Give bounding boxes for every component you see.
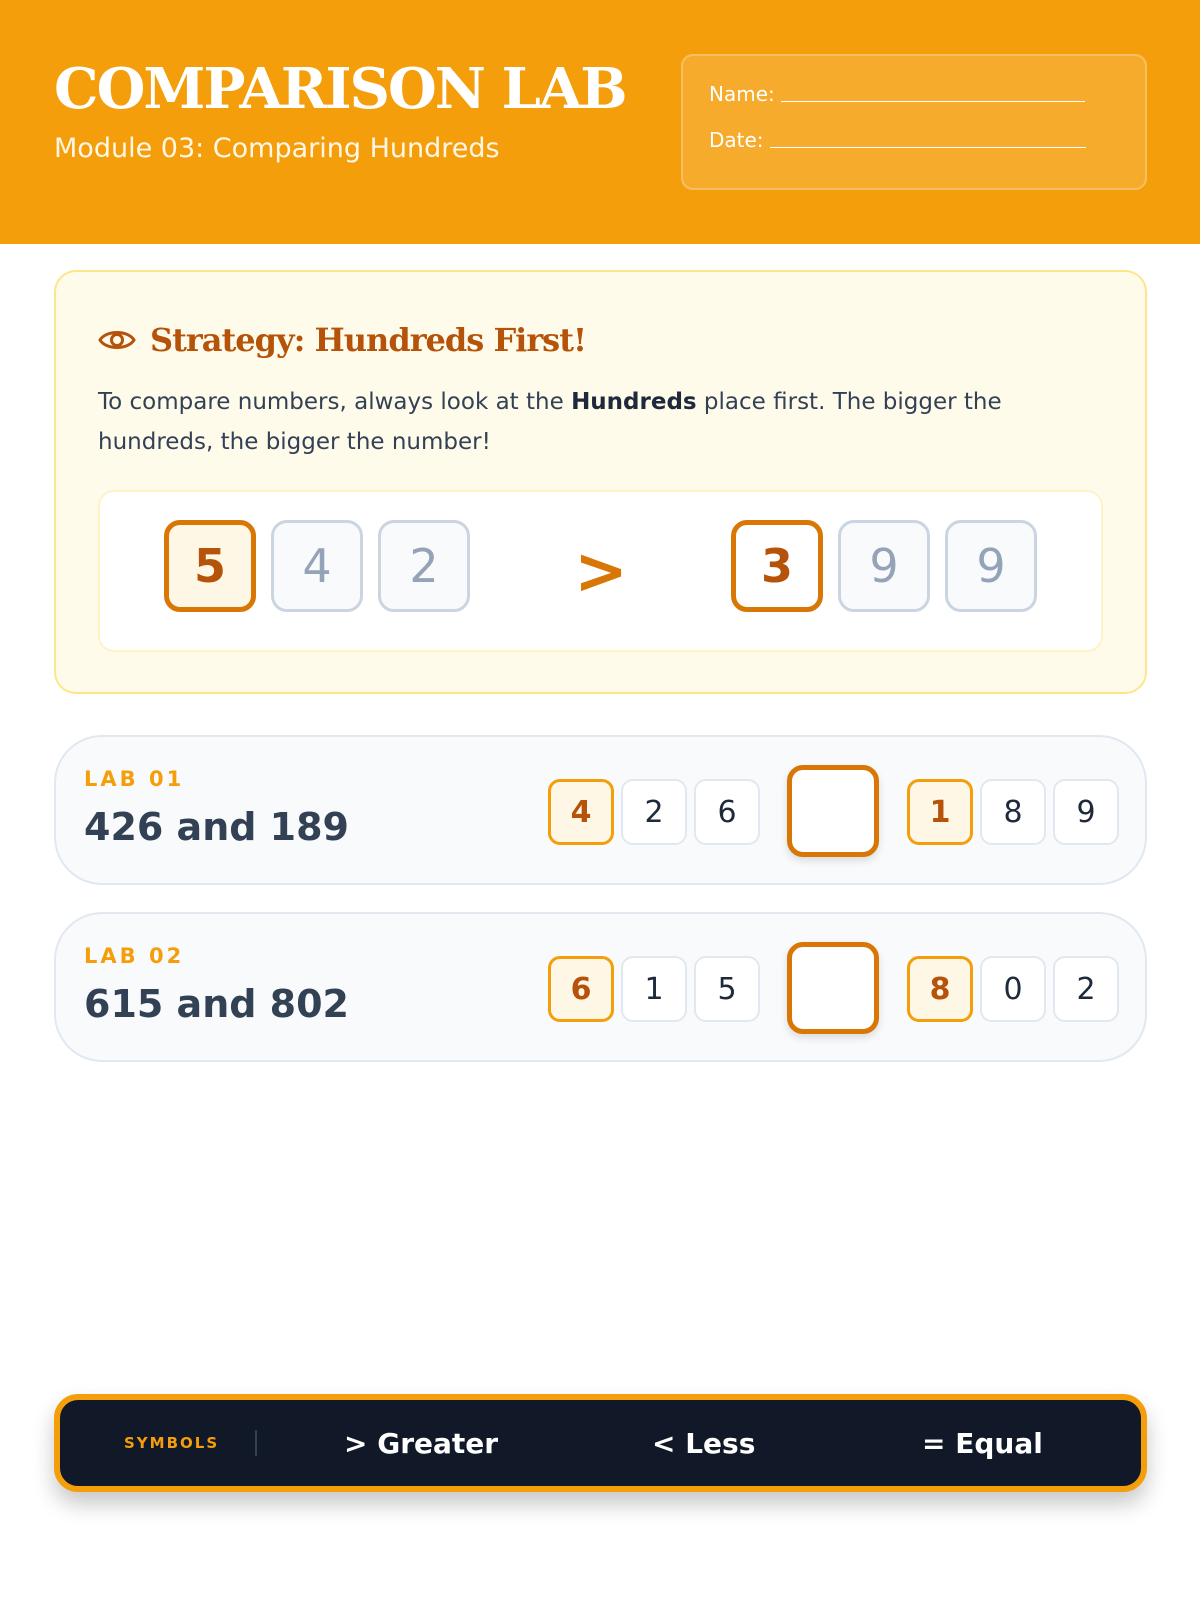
legend-greater: > Greater [344,1426,499,1460]
strategy-example [98,490,1103,652]
right-ones-cell: 2 [1053,956,1119,1022]
right-ones-cell: 9 [1053,779,1119,845]
strategy-text [98,382,1058,462]
answer-box[interactable] [787,765,879,857]
left-ones-cell: 6 [694,779,760,845]
name-label: Name: [709,82,775,106]
eye-icon [98,327,136,353]
lab-question: 426 and 189 [84,805,349,849]
name-line[interactable] [781,101,1085,102]
legend-equal: = Equal [922,1426,1043,1460]
page-title: COMPARISON LAB [54,56,626,122]
right-hundreds-cell: 8 [907,956,973,1022]
date-label: Date: [709,128,764,152]
example-left-ones: 2 [378,520,470,612]
lab-card-02 [54,912,1147,1062]
student-info-box [681,54,1147,190]
left-tens-cell: 1 [621,956,687,1022]
strategy-text-part: place first. The bigger the hundreds, the bigger the number! [98,389,1002,455]
page-subtitle: Module 03: Comparing Hundreds [54,133,500,164]
name-row [709,76,1085,106]
left-hundreds-cell: 6 [548,956,614,1022]
right-hundreds-cell: 1 [907,779,973,845]
example-right-ones: 9 [945,520,1037,612]
legend-less: < Less [652,1426,756,1460]
date-line[interactable] [770,147,1086,148]
legend-label: SYMBOLS [124,1434,220,1452]
left-hundreds-cell: 4 [548,779,614,845]
strategy-text-part: To compare numbers, always look at the [98,389,572,415]
lab-tag: LAB 01 [84,767,185,791]
right-tens-cell: 0 [980,956,1046,1022]
left-ones-cell: 5 [694,956,760,1022]
example-right-tens: 9 [838,520,930,612]
example-comparison-sign: > [574,535,628,609]
lab-card-01 [54,735,1147,885]
answer-box[interactable] [787,942,879,1034]
example-left-tens: 4 [271,520,363,612]
strategy-card [54,270,1147,694]
legend-divider [255,1430,257,1456]
page-header [0,0,1200,244]
left-tens-cell: 2 [621,779,687,845]
right-tens-cell: 8 [980,779,1046,845]
strategy-heading [98,320,586,360]
date-row [709,122,1086,152]
example-right-hundreds: 3 [731,520,823,612]
strategy-title: Strategy: Hundreds First! [150,321,587,359]
lab-tag: LAB 02 [84,944,185,968]
lab-question: 615 and 802 [84,982,349,1026]
example-left-hundreds: 5 [164,520,256,612]
symbols-legend [54,1394,1147,1492]
strategy-text-bold: Hundreds [571,389,697,415]
